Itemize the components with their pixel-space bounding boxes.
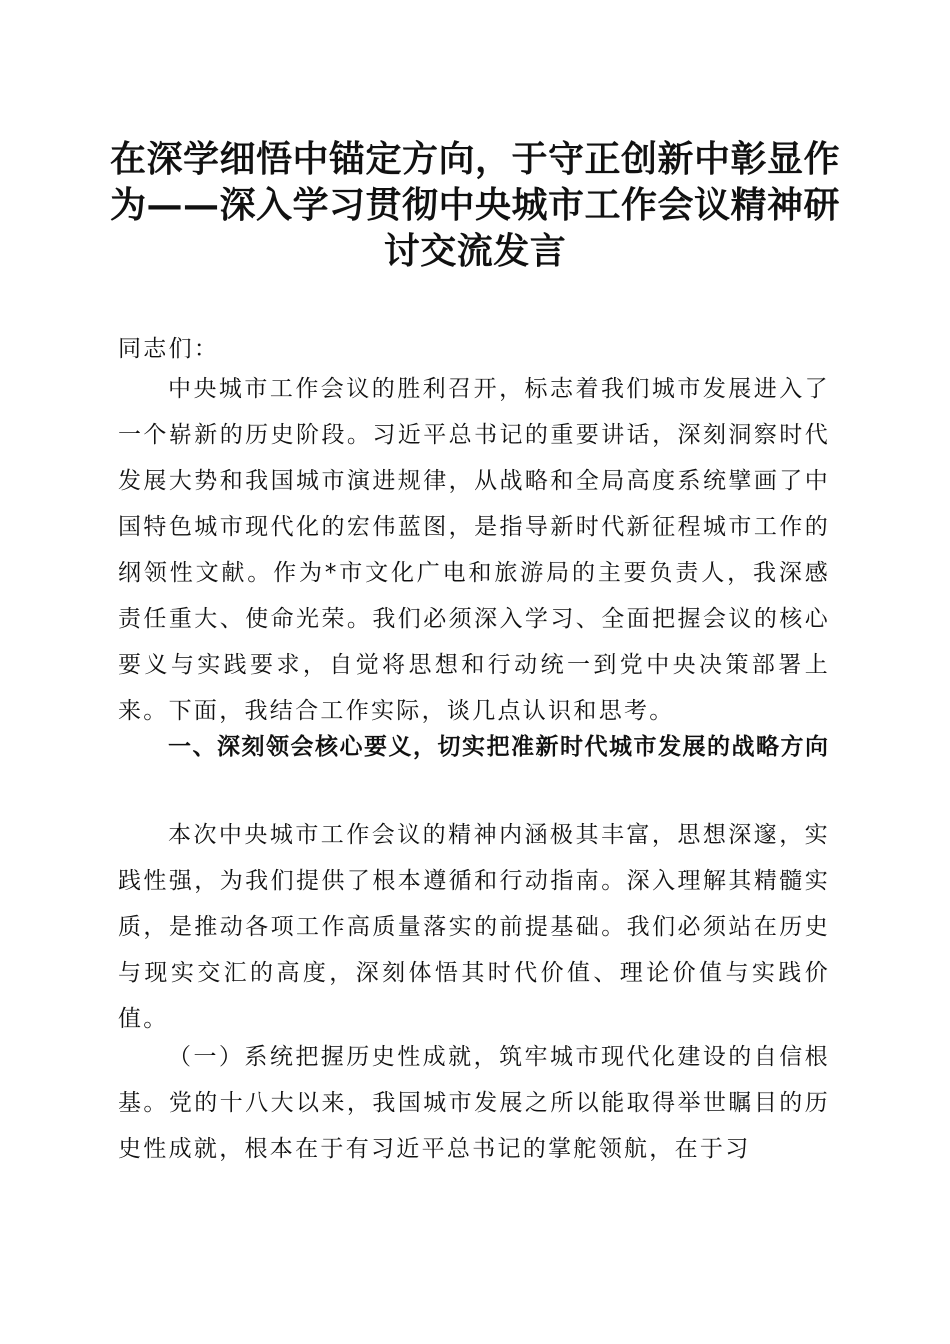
document-title: 在深学细悟中锚定方向，于守正创新中彰显作为——深入学习贯彻中央城市工作会议精神研讨交流发言 (110, 138, 841, 272)
section-heading-1: 一、深刻领会核心要义，切实把准新时代城市发展的战略方向 (168, 734, 830, 760)
salutation: 同志们： (118, 336, 220, 362)
subsection-body-1: 党的十八大以来，我国城市发展之所以能取得举世瞩目的历史性成就，根本在于有习近平总书记的掌舵领航，在于习 (118, 1090, 830, 1162)
paragraph-section-1: 本次中央城市工作会议的精神内涵极其丰富，思想深邃，实践性强，为我们提供了根本遵循和行动指南。深入理解其精髓实质，是推动各项工作高质量落实的前提基础。我们必须站在历史与现实交汇的高度，深刻体悟其时代价值、理论价值与实践价值。 (118, 822, 830, 1032)
paragraph-intro: 中央城市工作会议的胜利召开，标志着我们城市发展进入了一个崭新的历史阶段。习近平总书记的重要讲话，深刻洞察时代发展大势和我国城市演进规律，从战略和全局高度系统擘画了中国特色城市现代化的宏伟蓝图，是指导新时代新征程城市工作的纲领性文献。作为*市文化广电和旅游局的主要负责人，我深感责任重大、使命光荣。我们必须深入学习、全面把握会议的核心要义与实践要求，自觉将思想和行动统一到党中央决策部署上来。下面，我结合工作实际，谈几点认识和思考。 (118, 376, 830, 724)
paragraph-subsection-1 (118, 1034, 830, 1172)
subsection-heading-1: （一）系统把握历史性成就，筑牢城市现代化建设的自信根基。 (118, 1044, 830, 1116)
